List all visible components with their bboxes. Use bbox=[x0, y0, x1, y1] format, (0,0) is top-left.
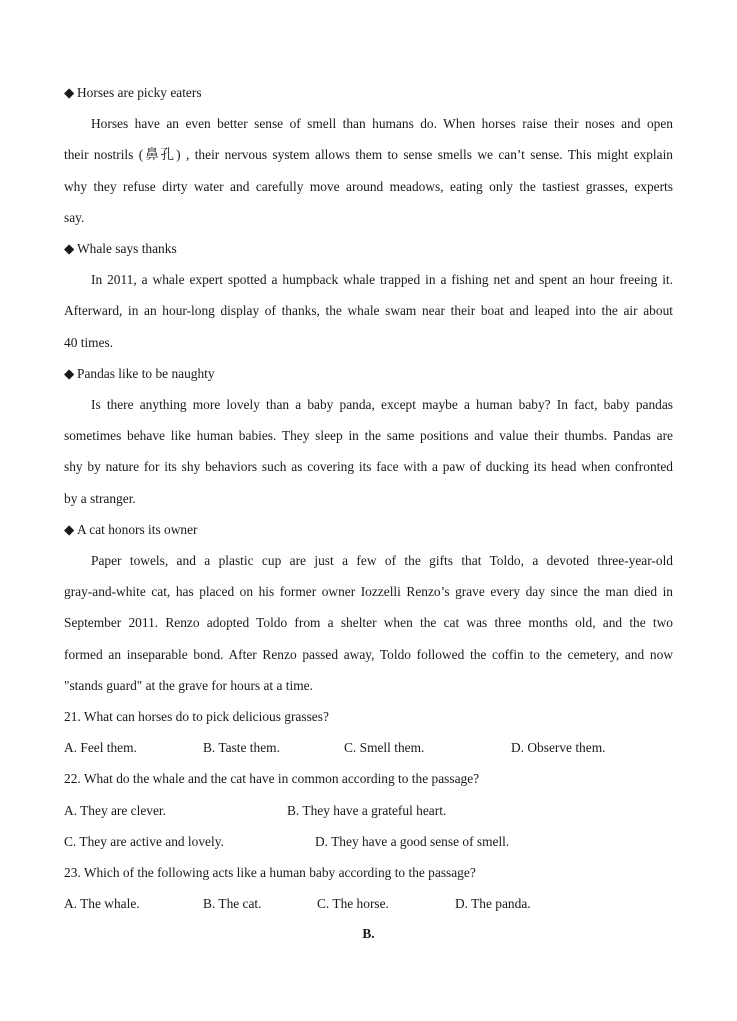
paragraph-line: formed an inseparable bond. After Renzo passed away, Toldo followed the coffin to the cemetery, and now bbox=[64, 646, 673, 662]
option-a: A. The whale. bbox=[64, 896, 140, 912]
section-paragraph bbox=[64, 545, 673, 701]
paragraph-line: gray-and-white cat, has placed on his former owner Iozzelli Renzo’s grave every day since the man died in bbox=[64, 584, 673, 600]
question-stem: 23. Which of the following acts like a human baby according to the passage? bbox=[64, 864, 476, 880]
document-page bbox=[64, 77, 673, 919]
paragraph-line: Afterward, in an hour-long display of thanks, the whale swam near their boat and leaped into the air about bbox=[64, 303, 673, 319]
paragraph-line: September 2011. Renzo adopted Toldo from a shelter when the cat was three months old, and the two bbox=[64, 615, 673, 631]
next-section-label: B. bbox=[362, 926, 375, 941]
paragraph-line: sometimes behave like human babies. They sleep in the same positions and value their thumbs. Pandas are bbox=[64, 428, 673, 444]
paragraph-line: why they refuse dirty water and carefully move around meadows, eating only the tastiest grasses, experts bbox=[64, 178, 673, 194]
option-c: C. They are active and lovely. bbox=[64, 833, 224, 849]
question-stem: 21. What can horses do to pick delicious grasses? bbox=[64, 709, 329, 724]
paragraph-line: 40 times. bbox=[64, 334, 114, 350]
section-heading: ◆ Pandas like to be naughty bbox=[64, 358, 673, 389]
diamond-bullet-icon: ◆ bbox=[64, 241, 75, 256]
paragraph-line: In 2011, a whale expert spotted a humpback whale trapped in a fishing net and spent an hour freeing it. bbox=[91, 272, 673, 288]
paragraph-line: Paper towels, and a plastic cup are just a few of the gifts that Toldo, a devoted three-year-old bbox=[91, 552, 673, 568]
paragraph-line: "stands guard" at the grave for hours at a time. bbox=[64, 677, 313, 693]
paragraph-line: say. bbox=[64, 209, 85, 225]
question-stem: 22. What do the whale and the cat have in common according to the passage? bbox=[64, 771, 480, 787]
question-options bbox=[64, 795, 673, 826]
diamond-bullet-icon: ◆ bbox=[64, 365, 75, 381]
diamond-bullet-icon: ◆ bbox=[64, 85, 75, 100]
section-paragraph bbox=[64, 264, 673, 358]
option-b: B. Taste them. bbox=[203, 740, 280, 756]
section-heading: ◆ Horses are picky eaters bbox=[64, 77, 673, 108]
paragraph-line: Is there anything more lovely than a baby panda, except maybe a human baby? In fact, baby pandas bbox=[91, 396, 673, 412]
question-options bbox=[64, 888, 673, 919]
option-c: C. The horse. bbox=[317, 896, 389, 912]
paragraph-line: shy by nature for its shy behaviors such as covering its face with a paw of ducking its head when confronted bbox=[64, 459, 673, 475]
section-paragraph bbox=[64, 389, 673, 514]
option-b: B. They have a grateful heart. bbox=[287, 802, 447, 818]
option-d: D. Observe them. bbox=[511, 740, 606, 756]
section-paragraph bbox=[64, 108, 673, 233]
option-a: A. They are clever. bbox=[64, 802, 166, 818]
paragraph-line: by a stranger. bbox=[64, 490, 136, 506]
option-a: A. Feel them. bbox=[64, 740, 137, 756]
question-options bbox=[64, 732, 673, 763]
option-d: D. They have a good sense of smell. bbox=[315, 833, 510, 849]
paragraph-line: Horses have an even better sense of smell than humans do. When horses raise their noses and open bbox=[91, 116, 673, 132]
option-b: B. The cat. bbox=[203, 896, 262, 912]
paragraph-line: their nostrils (鼻孔) , their nervous system allows them to sense smells we can’t sense. This might explain bbox=[64, 147, 673, 163]
section-heading: ◆ Whale says thanks bbox=[64, 233, 673, 264]
option-d: D. The panda. bbox=[455, 896, 531, 912]
option-c: C. Smell them. bbox=[344, 740, 425, 756]
question-options bbox=[64, 826, 673, 857]
diamond-bullet-icon: ◆ bbox=[64, 521, 75, 537]
section-heading: ◆ A cat honors its owner bbox=[64, 514, 673, 545]
